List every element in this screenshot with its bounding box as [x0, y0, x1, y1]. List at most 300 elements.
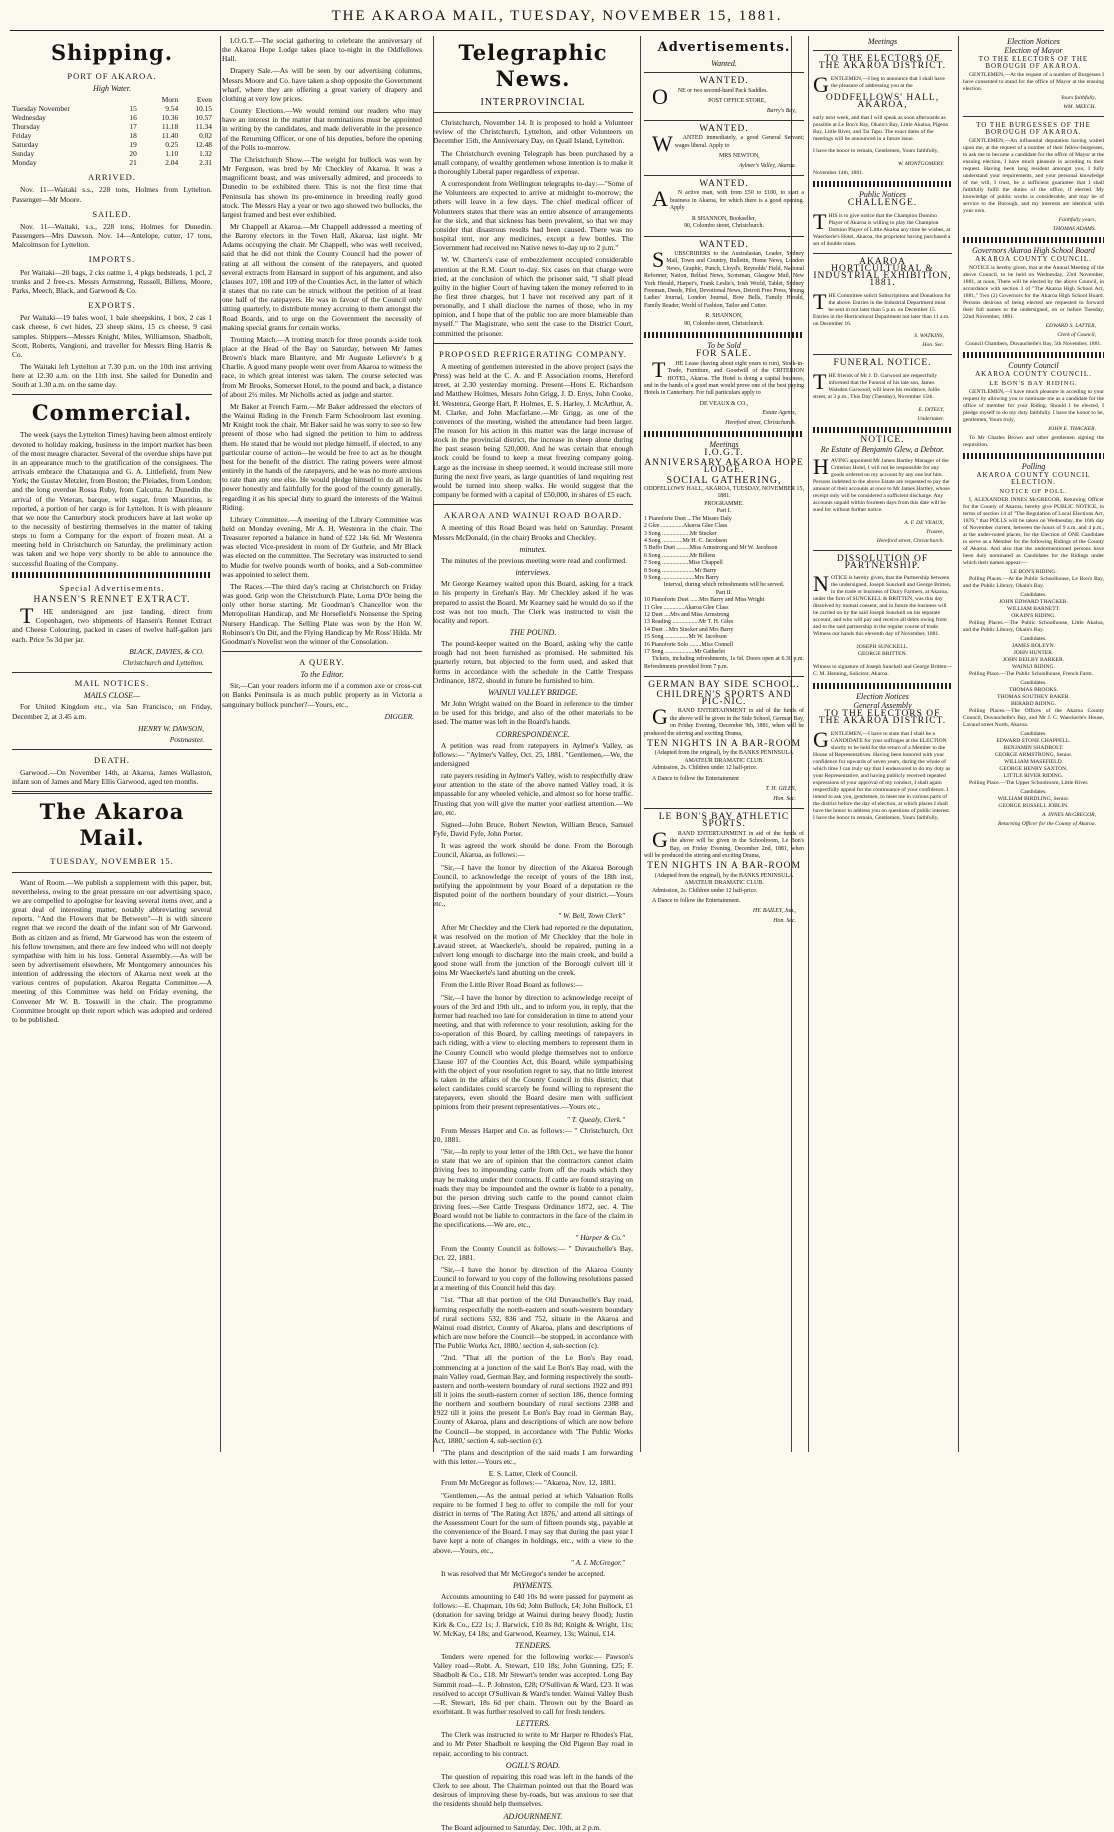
- imports-text: Per Waitaki—20 bags, 2 cks oatme 1, 4 pkgs bedsteads, 1 pcl, 2 trunks and 2 free-cs. Messrs Armstrong, Russell, Billens, Moore, Parks, Meech, Black, and Garwood & Co.: [12, 267, 212, 295]
- le-bons-riding-heading: LE BON'S BAY RIDING.: [989, 380, 1078, 387]
- query-heading: A QUERY.: [299, 657, 345, 667]
- candidate: WILLIAM BARNETT.: [1006, 606, 1061, 612]
- query-text: Sir,—Can your readers inform me if a common axe or cross-cut on Banks Peninsula is as much public property as in Victoria a sanguinary bullock puncher?—Yours, etc.,: [222, 681, 422, 709]
- wanted-text: WANTED immediately, a good General Servant; wages liberal. Apply to: [652, 131, 804, 157]
- advertiser: DE VEAUX & CO.,: [699, 400, 749, 407]
- riding-name: LE BON'S RIDING.: [1010, 569, 1057, 575]
- montgomery-signature: W. MONTGOMERY.: [898, 160, 944, 167]
- special-ads-heading: Special Advertisements.: [59, 582, 165, 593]
- dissolution-text: NOTICE is hereby given, that the Partnership between the undersigned, Joseph Sunckell and George Britten, in the trade or business of Dairy Farmers, at Akaroa, under the firm of SUNCKELL & BRITTEN, was this day dissolved by mutual consent, and in future the business will be carried on by the said Joseph Sunckell on his separate account, and who will pay and receive all debts owing from and to the said partnership in the regular course of trade. Witness our hands this eleventh day of November, 1881.: [813, 571, 952, 638]
- montgomery-text: GENTLEMEN,—I beg to announce that I shall have the pleasure of addressing you at the: [813, 71, 945, 97]
- report-continuation: [433, 771, 633, 1832]
- challenge-text: THIS is to give notice that the Champion Domino Player of Akaroa is willing to play the Champion Domino Player of Little Akaloa any time he wishes, at Waeckerle's Hotel, Akaroa, the proprietor having purchased a set of double nines.: [813, 208, 951, 247]
- news-paragraph: Library Committee.—A meeting of the Library Committee was held on Monday evening, Mr A. H. Westenra in the chair. The Treasurer reported a balance in hand of £22 14s 6d. Mr Westenra was elected Vice-president in room of Dr Guthrie, and Mr Black was elected on the committee. The Secretary was instructed to send to Mudie for twelve pounds worth of books, and a Sub-committee was appointed to select them.: [222, 514, 422, 579]
- report-paragraph: "1st. "That all that portion of the Old Duvauchelle's Bay road, forming respectfully the north-eastern and south-western boundary of rural sections 532, 836 and 752, situate in the Akaroa and Wainui road district, County of Akaroa, plans and descriptions of which are now before the Council—be stopped, in accordance with 'The Public Works Act, 1880,' section 4, sub-section (c).: [433, 1295, 633, 1351]
- report-paragraph: It was resolved that Mr McGregor's tender be accepted.: [441, 1568, 606, 1578]
- tide-table: [12, 95, 212, 167]
- dance-text: A Dance to follow the Entertainment.: [652, 897, 741, 904]
- notice-heading: NOTICE.: [860, 434, 905, 445]
- telegraphic-heading: Telegraphic News.: [458, 40, 608, 91]
- programme-item: 10 Pianoforte Duet ......Mrs Barry and Miss Wright: [644, 597, 765, 604]
- hansen-heading: HANSEN'S RENNET EXTRACT.: [33, 594, 191, 605]
- candidate: GEORGE RUSSELL JOBLIN.: [998, 803, 1069, 809]
- column-1: [12, 36, 212, 1452]
- section-bar: [12, 572, 212, 578]
- death-heading: DEATH.: [94, 754, 130, 765]
- polling-section: Polling: [1021, 462, 1046, 471]
- candidates-label: Candidates.: [1020, 731, 1047, 737]
- divider: [644, 72, 804, 73]
- candidate: JOHN BEILBY BARKER.: [1002, 657, 1065, 663]
- right-panel: [640, 36, 808, 1452]
- wanted-text: ONE or two second-hand Pack Saddles.: [652, 83, 768, 109]
- letter-signature: E. S. Latter, Clerk of Council.: [488, 1469, 578, 1479]
- candidate-address: GENTLEMEN,—I have to state that I shall be a CANDIDATE for your suffrages at the ELECTION shortly to be held for the return of a Member to the House of Representatives. Having been honored with your confidence for upwards of seven years, during the whole of which time I can truly say that I endeavored to do my duty as your Representative, and having publicly received repeated expressions of your approval of my conduct, I shall again respectfully appeal for the continuance of your confidence. I intend to ask you, gentlemen, to meet me in various parts of the district before the day of election, at which places I shall have the honor to address you on questions of public interest. I have the honor to remain, Gentlemen, Yours faithfully,: [813, 726, 951, 821]
- telegram: W. W. Charters's case of embezzlement occupied considerable attention at the R.M. Court to-day. Six cases on that charge were tried, at the conclusion of which the prisoner said, "I shall plead guilty in the higher Court of having taken the money referred to in the first three charges, but I have not received any part of it personally, and I shall disclose the names of those, who in my opinion, and I hope that of the public too are more blameable than myself." The Magistrate, who sent the case to the District Court, committed the prisoner.: [433, 255, 633, 338]
- meech-text: GENTLEMEN,—At the request of a number of Burgesses I have consented to stand for the office of Mayor at the ensuing election.: [963, 72, 1104, 92]
- riding-name: OKAIN'S RIDING.: [1011, 613, 1056, 619]
- hansen-signature: BLACK, DAVIES, & CO.: [129, 646, 204, 656]
- anniversary-heading: ANNIVERSARY AKAROA HOPE LODGE.: [644, 457, 804, 476]
- sailed-text: Nov. 11—Waitaki, s.s., 228 tons, Holmes for Dunedin. Passengers—Mrs Dawson. Nov. 14—Antelope, cutter, 17 tons, Malcolmson for Lyttelton.: [12, 221, 212, 250]
- letter-signature: " T. Quealy, Clerk.": [566, 1114, 625, 1124]
- news-paragraph: I.O.G.T.—The social gathering to celebrate the anniversary of the Akaroa Hope Lodge takes place to-night in the Oddfellows Hall.: [222, 36, 422, 64]
- refrigerating-heading: PROPOSED REFRIGERATING COMPANY.: [438, 348, 628, 359]
- candidate: GEORGE HENRY SAXTON.: [999, 766, 1068, 772]
- minutes-heading: minutes.: [519, 544, 547, 554]
- news-paragraph: The Races.—The third day's racing at Christchurch on Friday was good. Grip won the Christchurch Plate, Lorna D'Or being the only other horse starting. Mr Goodman's Chancellor won the Metropolitan Handicap, and Mr Horsefield's Nonsense the Spring Nursery Handicap. The Selling Plate was won by the Hon W. Robinson's On Dit, and the Flying Handicap by Mr Ross' Hilda. Mr Goodman's Novelist won the winner of the Consolation.: [222, 581, 422, 646]
- notice-text: HAVING appointed Mr James Hartley Manager of the Criterion Hotel, I will not be responsible for any goods ordered on my account by any one but him. Persons indebted to the above Estate are requested to pay the amount of their accounts at once to Mr James Hartley, whose receipt only will be considered a sufficient discharge. Any accounts unpaid within fourteen days from this date will be sued for without further notice.: [813, 454, 950, 514]
- thacker-text: GENTLEMEN,—I have much pleasure in acceding to your request by allowing you to nominate me as a candidate for the office of member for your Riding. Should I be elected, I pledge myself to do my duty faithfully. I have the honor to be, gentlemen, Yours truly,: [963, 389, 1104, 423]
- election-of-mayor-section: Election of Mayor: [1004, 46, 1063, 55]
- arrived-text: Nov. 11—Waitaki s.s., 228 tons, Holmes from Lyttelton. Passenger—Mr Moore.: [12, 185, 212, 204]
- refrigerating-text: A meeting of gentlemen interested in the above project (says the Press) was held at the C. A. and P. Association rooms, Hereford street, at 2.30 yesterday morning. Present—Hons E. Richardson and Matthew Holmes, Messrs John Grigg, J. D. Enys, John Cooke, H. Westenra, George Hart, P. Holmes, E. S. Harley, J. McArthur, A. M. Clarke, and John Macfarlane.—Mr Grigg, as one of the convenors of the meeting, wished the attendance had been larger. The reason for his action in this matter was the large increase of stock in the provincial district, the increase in sheep alone during the past season being 520,000. And he was certain that enough stock could be found to keep a meat freezing company going. Large as the increase in sheep seemed, it would increase still more during the next five years, as large quantities of land requiring rest would be turned into sheep walks. He would suggest that the company be formed with a capital of £50,000, in shares of £5 each.: [433, 361, 633, 500]
- news-paragraph: Drapery Sale.—As will be seen by our advertising columns, Messrs Moore and Co. have taken a shop opposite the Government wharf, where they are offering a great variety of drapery and clothing at very low prices.: [222, 66, 422, 103]
- polling-places: Polling Places.—The Public Schoolhouse, Little Akaloa, and the Public Library, Okain's Bay.: [963, 620, 1104, 633]
- adjournment-heading: ADJOURNMENT.: [503, 1811, 563, 1821]
- for-sale-text: THE Lease (having about eight years to run), Stock-in-Trade, Furniture, and Goodwill of the CRITERION HOTEL, Akaroa. The Hotel is doing a capital business, and in the hands of a good man would prove one of the best paying Hotels in Canterbury. For full particulars apply to: [644, 356, 804, 397]
- divider: [12, 394, 212, 395]
- mails-close-label: MAILS CLOSE—: [83, 691, 141, 701]
- programme-item: 3 Song ...................Mr Stucker: [644, 530, 717, 537]
- section-bar: [963, 352, 1104, 358]
- candidate: JOHN EDWARD THACKER.: [999, 599, 1068, 605]
- divider: [12, 872, 212, 873]
- tide-row: Friday 18 11.40 0.02: [12, 131, 212, 141]
- divider: [813, 253, 952, 254]
- programme-item: 5 Buffo Duet .........Miss Armstrong and Mr W. Jacobson: [644, 545, 778, 552]
- tide-row: Wednesday 16 10.36 10.57: [12, 113, 212, 123]
- montgomery-closing: I have the honor to remain, Gentlemen, Yours faithfully,: [813, 148, 939, 155]
- tide-row: Saturday 19 0.25 12.48: [12, 140, 212, 150]
- divider: [222, 651, 422, 652]
- burgesses-heading: TO THE BURGESSES OF THE BOROUGH OF AKAROA.: [976, 121, 1091, 136]
- programme-item: 14 Duet ...Mrs Stucker and Mrs Barry: [644, 626, 734, 633]
- polling-places: Polling Places.—At the Public Schoolhouse, Le Bon's Bay, and the Public Library, Okain's Bay.: [963, 576, 1104, 589]
- funeral-signature: E. DITELY,: [918, 406, 944, 413]
- mail-signature: HENRY W. DAWSON,: [138, 723, 204, 733]
- advertiser-place: Hereford street, Christchurch.: [725, 419, 796, 426]
- for-sale-heading: FOR SALE.: [696, 349, 752, 360]
- mail-notices-heading: MAIL NOTICES.: [74, 678, 150, 689]
- section-bar: [644, 332, 804, 338]
- hall-name: ODDFELLOWS' HALL, AKAROA,: [825, 93, 940, 111]
- news-paragraph: Mr Baker at French Farm.—Mr Baker addressed the electors of the Wainui Riding in the French Farm Schoolroom last evening. Mr Knight took the chair. Mr Baker said he was sorry to see so few present of those who had signed the petition to him to address them. He stated that he would not pledge himself, if elected, to any particular course of action—he would be free to act as he thought best for the benefit of the district. The rating powers were almost entirely in the hands of the ratepayers, and he was no more anxious to rate than any one else. He would pledge himself to do all in his power honestly and faithfully for the good of the county generally, regarding it as his special duty to guard the interests of the Wainui Riding.: [222, 401, 422, 512]
- meetings-section: Meetings: [867, 37, 898, 46]
- report-paragraph: From Messrs Harper and Co. as follows:— " Christchurch, Oct 20, 1881.: [433, 1125, 633, 1144]
- meech-closing: Yours faithfully,: [1060, 95, 1096, 101]
- polling-places: Polling Places.—The Offices of the Akaroa County Council, Duvauchelle's Bay, and Mr J. C. Waeckerle's House, Lavaud street North, Akaroa.: [963, 708, 1104, 728]
- divider: [12, 672, 212, 673]
- montgomery-date: November 14th, 1881.: [813, 169, 864, 176]
- polling-places: Polling Place.—The Public Schoolhouse, French Farm.: [969, 671, 1093, 677]
- divider: [644, 236, 804, 237]
- adjournment-text: The Board adjourned to Saturday, Dec. 10th, at 2 p.m.: [441, 1822, 602, 1832]
- horticultural-signature: S. WATKINS,: [914, 333, 944, 340]
- advertiser: POST OFFICE STORE,: [708, 98, 766, 105]
- drama-company: (Adapted from the original), by the BANKS PENINSULA AMATEUR DRAMATIC CLUB.: [654, 750, 794, 764]
- sailed-heading: SAILED.: [92, 208, 132, 219]
- commercial-text: The week (says the Lyttelton Times) having been almost entirely devoted to holiday making, business in the import market has been of the most meagre character. Several of the overdue ships have put in an appearance much to the gratification of the consignees. The arrivals embrace the Chatauqua and G. A. Littlefield, from New York; the Gustav Metzler, from Boston; the Pleiades, from London; and the long overdue Rossa Ruby, from Calcutta. At Dunedin the arrival of the Veteran, barque, with sugar, from Mauritius, is reported, a portion of her cargo is for Lyttelton. It is with pleasure that we note the Canterbury stock producers have at last woke up to the necessity of bestirring themselves in the matter of taking steps to form a Company for the export of frozen meat. At a meeting held in Christchurch on Saturday, the preliminary action was taken and we hope very shortly to be able to announce the successful floating of the Company.: [12, 430, 212, 568]
- election-notices-section: Election Notices: [1007, 37, 1060, 46]
- tide-header-row: Morn Even: [161, 95, 212, 105]
- divider: [644, 676, 804, 677]
- dissolution-heading: DISSOLUTION OF PARTNERSHIP.: [836, 553, 929, 571]
- telegram: Christchurch, November 14. It is proposed to hold a Volunteer review of the Christchurch, Lyttelton, and other Volunteers on December 15th, the Anniversary Day, on Quail Island, Lyttelton.: [433, 118, 633, 146]
- divider: [433, 504, 633, 505]
- social-heading: SOCIAL GATHERING,: [666, 474, 782, 486]
- wanted-text: AN active man, with from £50 to £100, to start a business in Akaroa, for which there is a good opening. Apply: [652, 186, 804, 212]
- secretary-name: T. H. GILES,: [765, 786, 796, 793]
- to-be-sold-section: To be Sold: [707, 340, 741, 350]
- electors-heading: TO THE ELECTORS OF THE AKAROA DISTRICT.: [818, 54, 947, 71]
- report-paragraph: From the Little River Road Board as follows:—: [441, 980, 583, 990]
- divider: [644, 175, 804, 176]
- port-heading: PORT OF AKAROA.: [67, 71, 157, 81]
- german-bay-text: GRAND ENTERTAINMENT in aid of the funds of the above will be given in the Side School, German Bay, on Friday Evening, December 9th, 1881, when will be produced the stirring and exciting Drama,: [644, 704, 804, 737]
- drama-company: (Adapted from the original), by the BANKS PENINSULA AMATEUR DRAMATIC CLUB.: [654, 872, 794, 887]
- tenders-heading: TENDERS.: [514, 1640, 552, 1650]
- report-paragraph: After Mr Checkley and the Clerk had reported re the deputation, it was resolved on the motion of Mr Checkley that the hole in Lavaud street, at Waeckerle's, should be repaired, putting in a culvert long enough to discharge into the main creek, and build a good stone wall from the junction of the Borough culvert till it joins Mr Waeckerle's land abutting on the creek.: [433, 922, 633, 978]
- masthead: THE AKAROA MAIL, TUESDAY, NOVEMBER 15, 1881.: [331, 8, 783, 24]
- county-council-section: County Council: [1008, 361, 1059, 370]
- riding-name: WAINUI RIDING.: [1012, 664, 1055, 670]
- masthead-rule: [10, 30, 1104, 31]
- programme-item: 2 Glee ...............Akaroa Glee Class: [644, 523, 728, 530]
- exports-text: Per Waitaki—19 bales wool, 1 bale sheepskins, 1 box, 2 cas 1 cask cheese, 6 cwt hides, 23 sheep skins, 15 cs cheese, 9 casi samples. Shippers—Messrs Knight, Miles, Williamson, Shadbolt, Scott, Roberts, Vangioni, and traveller for Messrs Bing Harris & Co.: [12, 313, 212, 359]
- programme-item: 9 Song ......................Mrs Barry: [644, 574, 719, 581]
- horticultural-title: Hon. Sec.: [922, 342, 944, 349]
- electors-heading-2: TO THE ELECTORS OF THE AKAROA DISTRICT.: [818, 709, 947, 727]
- programme-item: 8 Song ......................Mr Barry: [644, 567, 717, 574]
- programme-item: 16 Pianoforte Solo ........Miss Connell: [644, 641, 734, 648]
- dissolution-signature-2: GEORGE BRITTEN.: [857, 650, 908, 657]
- funeral-title: Undertaker.: [917, 415, 944, 422]
- minutes-text: The minutes of the previous meeting were read and confirmed.: [441, 555, 627, 565]
- advertiser-place: 90, Colombo street, Christchurch.: [684, 223, 764, 230]
- report-paragraph: "Gentlemen,—As the annual period at which Valuation Rolls require to be formed I beg to offer to compile the roll for your district in terms of 'The Rating Act 1876,' and attend all sittings of the Assessment Court for the sum of fifteen pounds stg., payable at the convenience of the Board. I may say that during the past year I have kept a note of changes in holdings, etc., with a view to the above.—Yours, etc.,: [433, 1490, 633, 1555]
- challenge-heading: CHALLENGE.: [847, 197, 918, 208]
- german-bay-subheading: CHILDREN'S SPORTS AND PIC-NIC.: [656, 689, 792, 708]
- column-divider: [640, 36, 641, 1452]
- arrived-heading: ARRIVED.: [88, 172, 136, 183]
- drama-title: TEN NIGHTS IN A BAR-ROOM: [647, 739, 801, 750]
- returning-officer-signature: A. INNES McGREGOR,: [1041, 812, 1096, 818]
- news-paragraph: Trotting Match.—A trotting match for three pounds a-side took place at the Head of the Bay on Saturday, between Mr James Brown's black mare Blantyre, and Mr Auguste Lelievre's b g Charlie. A good many people went over from Akaroa to witness the race, in which great interest was taken. The course selected was from Mr Brooks, Somerset Hotel, to the pound and back, a distance of about 2½ miles. Mr Nicholls acted as judge and starter.: [222, 334, 422, 399]
- wanted-heading: WANTED.: [699, 76, 749, 87]
- advertiser: R SHANNON, Bookseller,: [692, 215, 756, 222]
- funeral-heading: FUNERAL NOTICE.: [833, 358, 932, 369]
- news-paragraph: Mr Chappell at Akaroa.—Mr Chappell addressed a meeting of the Barony electors in the Town Hall, Akaroa, last night. Mr Adams occupying the chair. Mr Chappell, who was well received, said that he did not think the County Council had the power of rating at all without the consent of the ratepayers, and quoted several extracts from Hansard in support of his argument, and also clauses 107, 108 and 109 of the Counties Act, in the latter of which it states that no rate can be struck without the petition of at least one half of the ratepayers. He was in favour of the Council only sitting quarterly, to distribute money accruing to them amongst the Road Boards, and to urge on the Government the necessity of making special grants for certain works.: [222, 221, 422, 332]
- divider: [644, 120, 804, 121]
- report-paragraph: "Sir,—I have the honor by direction to acknowledge receipt of yours of the 3rd and 19th ult., and to inform you, in reply, that the former had reached too late for consideration in time to attend your meeting, and that with reference to your resolution, asking for the co-operation of this Board, by calling meetings of ratepayers in each riding, with a view to electing members to represent them in the County Council who would pledge themselves not to enforce Clause 107 of the Counties Act, this Board, while sympathising with the object of your resolution regret to say, that no little interest is taken in the affairs of the County Council in this district, that select candidates could scarcely be found willing to represent the ratepayers, even should the Board desire men with sufficient opinions from their present representatives.—Yours etc.,: [433, 992, 633, 1112]
- montgomery-text-2: early next week, and that I will speak as soon afterwards as possible at Le Bon's Bay, Okain's Bay, Little Akaloa, Pigeon Bay, Little River, and Tai Tapu. The exact dates of the meetings will be announced in a future issue.: [813, 114, 949, 142]
- candidate: WILLIAM MASEFIELD.: [1003, 759, 1064, 765]
- section-bar: [813, 427, 952, 433]
- correspondence-heading: CORRESPONDENCE.: [496, 729, 570, 739]
- poll-notice-text: I, ALEXANDER INNES McGREGOR, Returning Officer for the County of Akaroa, hereby give PUBLIC NOTICE, in terms of section 14 of "The Regulation of Local Elections Act, 1876," that POLLS will be taken on Wednesday, the 16th day of November current, between the hours of 9 a.m. and 4 p.m., at the under-noted places, for the Election of ONE Candidate to serve as a Member for the following Ridings of the County of Akaroa. And also that the undermentioned persons have been duly nominated as Candidates for the Ridings under which their names appear:—: [963, 497, 1104, 566]
- divider: [813, 50, 952, 51]
- column-7-elections: [958, 36, 1104, 1452]
- le-bons-sports-text: GRAND ENTERTAINMENT in aid of the funds of the above will be given in the Schoolroom, Le Bon's Bay, on Friday Evening, December 2nd, 1881, when will be produced the stirring and exciting Drama,: [644, 826, 804, 859]
- county-council-heading: AKAROA COUNTY COUNCIL.: [975, 255, 1092, 263]
- payments-heading: PAYMENTS.: [512, 1580, 554, 1590]
- mail-text: For United Kingdom etc., via San Francisco, on Friday, December 2, at 3.45 a.m.: [12, 702, 212, 721]
- thacker-to: To Mr Charles Brown and other gentlemen signing the requisition.: [963, 435, 1104, 448]
- programme-item: 13 Reading ..................Mr T. H. Giles: [644, 619, 734, 626]
- notice-estate: Re Estate of Benjamin Glew, a Debtor.: [820, 444, 945, 454]
- programme-item: 7 Song ..................Miss Chappell: [644, 560, 723, 567]
- county-council-text: NOTICE is hereby given, that at the Annual Meeting of the above Council, to be held on Wednesday, 23rd November, 1881, at noon, There will be elected by the above Council, in accordance with section 3 of "The Akaroa High School Act, 1881," Two (2) Governors for the Akaroa High School Board. Persons desirous of being elected are requested to forward their full names to the undersigned, on or before Tuesday, 22nd November, 1881.: [963, 265, 1104, 320]
- dissolution-witness: Witness to signature of Joseph Sunckell and George Britten— C. M. Henning, Solicitor, Akaroa.: [813, 663, 952, 677]
- notice-place: Hereford street, Christchurch.: [876, 537, 944, 544]
- programme-item: 1 Pianoforte Duet ...The Misses Daly: [644, 515, 732, 522]
- divider: [12, 749, 212, 750]
- bridge-text: Mr John Wright waited on the Board in reference to the timber to be used for this bridge, and also of the other materials to be used. The matter was left in the Board's hands.: [433, 699, 633, 727]
- section-bar: [813, 181, 952, 187]
- tide-row: Thursday 17 11.18 11.34: [12, 122, 212, 132]
- admission-text: Admission, 2s. Children under 12 half-price.: [652, 765, 758, 772]
- hansen-signature-place: Christchurch and Lyttelton.: [122, 657, 204, 667]
- tide-row: Tuesday November 15 9.54 10.15: [12, 104, 212, 114]
- riding-name: LITTLE RIVER RIDING.: [1003, 773, 1064, 779]
- candidate: THOMAS SOUTHEY BAKER.: [997, 694, 1070, 700]
- section-bar: [644, 431, 804, 437]
- notice-title: Trustee,: [926, 528, 944, 535]
- telegram: A correspondent from Wellington telegraphs to-day:—"Some of the Volunteers are expected to arrive at midnight to-morrow; the others will leave in a few days. The chief medical officer of Volunteers states that there was an entire absence of arrangements for the sick, and that sickness has been prevalent, so that we may consider that disastrous results had been caused. There was no hospital tent, nor any medicines, except a few bottles. The Government had received no Native news to-day up to 2 p.m.": [433, 179, 633, 253]
- interprovincial-heading: INTERPROVINCIAL: [480, 97, 586, 108]
- advertiser: MRS NEWTON,: [718, 153, 760, 160]
- advertiser-place: 90, Colombo street, Christchurch.: [684, 320, 764, 327]
- report-paragraph: "2nd. "That all the portion of the Le Bon's Bay road, commencing at a junction of the said Le Bon's Bay road, with the main Valley road, German Bay, and forming respectively the south-eastern and north-western boundary of rural sections 1922 and 891 till it joins the south-eastern corner of section 186, thence forming the northern and southern boundary of rural sections 2388 and 1922 till it joins the present Le Bon's Bay road in German Bay, County of Akaroa, plans and descriptions of which are now before the Council—be stopped, in accordance with 'The Public Works Act, 1880,' section 4, sub-section (c).: [433, 1353, 633, 1445]
- candidate: GEORGE ARMSTRONG, Senior.: [994, 752, 1073, 758]
- column-2: [222, 36, 422, 1452]
- ogill-text: The question of repairing this road was left in the hands of the Clerk to see about. The Chairman pointed out that the Board was desirous of improving these by-roads, but was anxious to see that the residents should help themselves.: [433, 1771, 633, 1809]
- mail-signature-title: Postmaster.: [169, 734, 204, 744]
- admission-text: Admission, 2s. Children under 12 half-price.: [652, 887, 758, 894]
- waitaki-text: The Waitaki left Lyttelton at 7.30 p.m. on the 10th inst arriving here at 12.30 a.m. on the 11th inst. She sailed for Dunedin and South at 1.30 a.m. on the same day.: [12, 361, 212, 390]
- exports-heading: EXPORTS.: [88, 300, 136, 311]
- social-venue: ODDFELLOWS' HALL, AKAROA, TUESDAY, NOVEMBER 15, 1881.: [644, 486, 804, 500]
- imports-heading: IMPORTS.: [88, 254, 136, 265]
- candidate: JOHN HUNTER.: [1013, 650, 1054, 656]
- interviews-text: Mr George Kearney waited upon this Board, asking for a track to his property in Grehan's Bay. Mr Checkley asked if he was prepared to assist the Board. Mr Kearney said he would do so if the cost was not too much. The Clerk was instructed to visit the locality and report.: [433, 579, 633, 625]
- public-notices-section: Public Notices: [859, 189, 906, 199]
- notice-of-poll-heading: NOTICE OF POLL.: [999, 488, 1068, 495]
- county-council-heading-2: AKAROA COUNTY COUNCIL.: [975, 370, 1092, 378]
- letter-signature: " Harper & Co.": [575, 1232, 625, 1242]
- programme-item: 4 Song ..............Mr H. C. Jacobson: [644, 537, 727, 544]
- report-paragraph: Signed—John Bruce, Robert Newton, William Bruce, Samuel Fyfe, David Fyfe, John Porter.: [433, 819, 633, 839]
- candidates-label: Candidates.: [1020, 592, 1047, 598]
- advertisements-heading: Advertisements.: [657, 40, 791, 55]
- letter-signature: " A. I. McGregor.": [570, 1557, 625, 1567]
- governors-section: Governors Akaroa High School Board: [972, 246, 1095, 255]
- latter-place: Council Chambers, Duvauchelle's Bay, 5th November, 1881.: [965, 341, 1102, 347]
- election-notices-section: Election Notices: [856, 692, 909, 702]
- wanted-heading: WANTED.: [699, 239, 749, 250]
- general-assembly-section: General Assembly: [853, 701, 912, 711]
- horticultural-text: THE Committee solicit Subscriptions and Donations for the above. Entries in the Industrial Department must be sent in not later than 5 p.m. on December 15. Entries in the Horticultural Department not later than 11 a.m. on December 16.: [813, 288, 951, 327]
- tide-row: Monday 21 2.04 2.31: [12, 158, 212, 168]
- akaroa-mail-heading: The Akaroa Mail.: [39, 799, 185, 851]
- ogill-heading: OGILL'S ROAD.: [505, 1760, 561, 1770]
- candidates-label: Candidates.: [1020, 789, 1047, 795]
- editorial-text: Want of Room.—We publish a supplement with this paper, but, nevertheless, owing to the great pressure on our advertising space, we are compelled to apologise for leaving several items over, and a great deal of interesting matter, notably abbreviating several reports. "And the Flowers that be Between"—It is with sincere regret that we record the death of the infant son of Mr Garwood. Both as citizen and as friend, Mr Garwood has won the esteem of his fellow townsmen, and there are few indeed who will not deeply sympathise with him in his loss. General Assembly.—As will be seen by advertisement elsewhere, Mr Montgomery announces his intention of addressing the electors of Akaroa next week at the various centres of population. Akaroa Regatta Committee.—A meeting of this Committee was held on Friday evening, the Convener Mr W. B. Tosswill in the chair. The programme Committee brought up their report which was adopted and ordered to be published.: [12, 877, 212, 1024]
- drama-title: TEN NIGHTS IN A BAR-ROOM: [647, 861, 801, 872]
- road-board-text: A meeting of this Road Board was held on Saturday. Present Messrs McDonald, (in the chair) Brooks and Checkley.: [433, 523, 633, 542]
- candidate: WILLIAM BIRDLING, Senior.: [997, 796, 1070, 802]
- pound-text: The pound-keeper waited on the Board, asking why the cattle trough had not been furnished as promised. He submitted his quarterly return, but objected to the form used, and asked that forms in accordance with the schedule in the Cattle Trespass Ordinance, 1872, should in future be furnished to him.: [433, 639, 633, 685]
- letters-heading: LETTERS.: [515, 1719, 550, 1729]
- candidates-label: Candidates.: [1020, 680, 1047, 686]
- dance-text: A Dance to follow the Entertainment: [652, 775, 739, 782]
- report-paragraph: From Mr McGregor as follows:— "Akaroa, Nov. 12, 1881.: [441, 1478, 616, 1488]
- candidate: EDWARD STONE CHAPPELL.: [996, 738, 1071, 744]
- latter-title: Clerk of Council,: [1057, 332, 1096, 338]
- report-paragraph: "Sir,—In reply to your letter of the 18th Oct., we have the honor to state that we are of opinion that the contractors cannot claim driving fees to impounding cattle from off the roads which they may be making under their contracts. If cattle are found straying on roads they may be impounded and the owner is liable to a penalty, but the person driving such cattle to the pound cannot claim driving fees.—See Cattle Trespass Ordinance 1872, sec. 4. The Board would not be liable to contractors in the face of the claim in the specifications.—We are, etc.,: [433, 1147, 633, 1230]
- divider: [433, 112, 633, 113]
- programme-item: 11 Glee ..............Akaroa Glee Class: [644, 604, 729, 611]
- divider: [644, 808, 804, 809]
- column-5-advertisements: [644, 36, 804, 1452]
- meetings-section: Meetings: [709, 440, 739, 450]
- high-water-heading: High Water.: [93, 84, 131, 94]
- report-paragraph: "Sir,—I have the honor by direction of the Akaroa Borough Council, to acknowledge the receipt of yours of the 18th inst, notifying the appointment by your Board of a deputation re the disputed point of the northern boundary of your district.—Yours etc.,: [433, 862, 633, 909]
- part-heading: Part II.: [715, 589, 733, 596]
- report-paragraph: From the County Council as follows:— " Duvauchelle's Bay, Oct. 22, 1881.: [433, 1243, 633, 1262]
- hansen-text: THE undersigned are just landing, direct from Copenhagen, two shipments of Hansen's Rennet Extract and Cheese Colouring, packed in cases of twelve half-gallon jars each. Price 5s 3d per jar.: [12, 603, 212, 644]
- section-bar: [963, 453, 1104, 459]
- report-paragraph: "Sir,—I have the honor by direction of the Akaroa County Council to forward to you copy of the following resolutions passed at a meeting of this Council held this day.: [433, 1264, 633, 1293]
- riding-name: BERARD RIDING.: [1010, 701, 1057, 707]
- programme-heading: PROGRAMME.: [704, 500, 744, 507]
- secretary-title: Hon. Sec.: [773, 917, 796, 924]
- divider: [813, 550, 952, 551]
- thacker-signature: JOHN E. THACKER.: [1047, 426, 1096, 432]
- latter-signature: EDWARD S. LATTER,: [1045, 323, 1096, 329]
- report-paragraph: "The plans and description of the said roads I am forwarding with this letter.—Yours etc.,: [433, 1447, 633, 1467]
- meech-signature: WM. MEECH.: [1063, 104, 1096, 110]
- wanted-heading: WANTED.: [699, 179, 749, 190]
- divider: [433, 343, 633, 344]
- payments-text: Accounts amounting to £40 10s 8d were passed for payment as follows:—E. Chapman, 10s 6d; John Bullock, £4; John Bullock, £1 (donation for saving bridge at Wainui during heavy flood); Justin Kirk & Co., £22 1s; J. Barwick, £10 8s 8d; Knight & Wright, 11s; W. McKay, £4 18s; and Garwood, Kearney, 13s; Wainui, £14.: [433, 1592, 633, 1638]
- candidate: THOMAS BROOKS.: [1008, 687, 1059, 693]
- commercial-heading: Commercial.: [31, 400, 193, 426]
- divider: [813, 354, 952, 355]
- candidate: BENJAMIN SHADBOLT.: [1003, 745, 1064, 751]
- pound-heading: THE POUND.: [509, 627, 557, 637]
- advertiser-place: Aylmer's Valley, Akaroa.: [738, 162, 796, 169]
- interviews-heading: interviews.: [515, 568, 551, 578]
- interval-text: Interval, during which refreshments will be served.: [663, 582, 785, 589]
- wanted-section: Wanted.: [711, 59, 737, 68]
- wanted-text: SUBSCRIBERS to the Australasian, Leader, Sydney Mail, Town and Country, Bulletin, Home News, London News, Graphic, Punch, Lloyd's, Reynolds' Field, National Reformer, Nation, Belfast News, Scotsman, Glasgow Mail, New York Herald, Harper's, Frank Leslie's, Irish World, Tablet, Sydney Freeman, Deeds, Pilot, Devotional News, Detroit Free Press, Young Ladies' Journal, London Journal, Bow Bells, Family Herald, Family Reader, World of Fashion, Tailor and Cutter.: [644, 246, 805, 309]
- report-paragraph: It was agreed the work should be done. From the Borough Council, Akaroa, as follows:—: [433, 841, 633, 860]
- adams-signature: THOMAS ADAMS.: [1052, 226, 1096, 232]
- news-paragraph: County Elections.—We would remind our readers who may have an interest in the matter that nominations must be appointed in writing by the candidates, and made deliverable in the presence of the Returning Officer, or one of his deputies, before the opening of the Polls to-morrow.: [222, 106, 422, 152]
- advertiser-place: Barry's Bay,: [766, 107, 796, 114]
- editorial-date: TUESDAY, NOVEMBER 15.: [50, 856, 174, 867]
- notices-strip: [808, 36, 956, 1452]
- german-bay-heading: GERMAN BAY SIDE SCHOOL.: [648, 680, 800, 691]
- bridge-heading: WAINUI VALLEY BRIDGE.: [488, 687, 578, 697]
- letters-text: The Clerk was instructed to write to Mr Harper re Rhodes's Flat, and to Mr Peter Shadbolt re keeping the Old Pigeon Bay road in repair, according to his contract.: [433, 1730, 633, 1758]
- divider: [963, 116, 1104, 117]
- death-text: Garwood.—On November 14th, at Akaroa, James Wallaston, infant son of James and Mary Ellis Garwood, aged ten months.: [12, 768, 212, 787]
- news-paragraph: The Christchurch Show.—The weight for bullock was won by Mr Ferguson, was bred by Mr Checkley of Akaroa. It was a magnificent beast, and was universally admired, and proceeds to Dunedin to be exhibited there. This is not the first time that Peninsula has shown its pre-eminence in breeding really good stock. The Messrs Hay a year or two ago showed two bullocks, the largest framed and best ever exhibited.: [222, 154, 422, 219]
- funeral-text: THE friends of Mr J. D. Garwood are respectfully informed that the Funeral of his late son, James Walsden Garwood, will leave his residence, Jollie street, at 3 p.m., This Day (Tuesday), November 15th.: [813, 368, 940, 400]
- tenders-text: Tenders were opened for the following works:— Pawson's Valley road—Robt. A. Stewart, £10 18s; John Gunning, £25; F. Shadbolt & Co., £18. Mr Stewart's tender was accepted. Long Bay Summit road—L. P. Johnston, £28; O'Sullivan & Ward, £23. It was resolved to accept O'Sullivan & Ward's tender. Wainui Valley Bush—R. Stewart, 18s 6d per chain. Thrown out by the Board as exorbitant. It was further resolved to call for fresh tenders.: [433, 1652, 633, 1716]
- secretary-title: Hon. Sec.: [773, 795, 796, 802]
- dissolution-signature: JOSEPH SUNCKELL.: [856, 643, 909, 650]
- programme-item: 15 Song ................Mr W. Jacobson: [644, 634, 727, 641]
- wanted-heading: WANTED.: [699, 124, 749, 135]
- correspondence-text: A petition was read from ratepayers in Aylmer's Valley, as follows:— "Aylmer's Valley, Oct. 25, 1881. "Gentlemen,—We, the undersigned: [433, 740, 633, 768]
- notice-signature: A. F. DE VEAUX,: [904, 519, 944, 526]
- advertiser-title: Estate Agents,: [762, 410, 796, 417]
- returning-officer-title: Returning Officer for the County of Akaroa.: [997, 821, 1096, 827]
- section-bar: [813, 683, 952, 689]
- candidates-label: Candidates.: [1020, 636, 1047, 642]
- query-to: To the Editor.: [300, 670, 344, 680]
- polling-places: Polling Place.—The Upper Schoolroom, Little River.: [969, 780, 1089, 786]
- borough-electors-heading: TO THE ELECTORS OF THE BOROUGH OF AKAROA.: [978, 55, 1089, 70]
- adams-text: GENTLEMEN,—An influential deputation having waited upon me, at the request of a number of their fellow-burgesses, to ask me to become a candidate for the office of Mayor at the ensuing election, I have much pleasure in acceding to their request. Having been long resident amongst you, I fully understand your requirements, and your personal knowledge of me will, I trust, be a sufficient guarantee that I shall faithfully fulfil the duties of the office, if elected. My knowledge of public works is considerable, and may be of service to the Borough, and my interests are identical with your own.: [963, 138, 1104, 214]
- divider: [12, 791, 212, 794]
- iogt-heading: I.O.G.T.: [704, 448, 744, 459]
- horticultural-heading: AKAROA HORTICULTURAL & INDUSTRIAL EXHIBITION, 1881.: [813, 257, 952, 289]
- election-heading: AKAROA COUNTY COUNCIL ELECTION.: [976, 471, 1091, 486]
- tickets-text: Tickets, including refreshments, 1s 6d. Doors open at 6.30 p.m. Refreshments provided from 7 p.m.: [644, 656, 804, 670]
- road-board-heading: AKAROA AND WAINUI ROAD BOARD.: [443, 510, 623, 521]
- query-signature: DIGGER.: [384, 711, 414, 721]
- candidate: JAMES BOLEYN.: [1011, 643, 1056, 649]
- report-paragraph: rate payers residing in Aylmer's Valley, wish to respectfully draw your attention to the state of the above named Valley road, it is impassable for any wheeled vehicle, and almost so for horse traffic. Trusting that you will give the matter your earliest attention.—We are, etc.: [433, 771, 633, 817]
- letter-signature: " W. Bell, Town Clerk": [558, 911, 625, 921]
- section-bar: [963, 237, 1104, 243]
- tide-row: Sunday 20 1.10 1.32: [12, 149, 212, 159]
- shipping-heading: Shipping.: [50, 40, 174, 65]
- part-heading: Part I.: [716, 508, 732, 515]
- advertiser: R. SHANNON,: [705, 313, 743, 320]
- adams-closing: Faithfully yours,: [1058, 217, 1096, 223]
- column-3: [433, 36, 633, 1832]
- programme-item: 12 Duet ....Mrs and Miss Armstrong: [644, 611, 730, 618]
- column-divider: [220, 36, 221, 1452]
- le-bons-sports-heading: LE BON'S BAY ATHLETIC SPORTS.: [658, 811, 790, 830]
- programme-item: 6 Song ...................Mr Billens: [644, 552, 716, 559]
